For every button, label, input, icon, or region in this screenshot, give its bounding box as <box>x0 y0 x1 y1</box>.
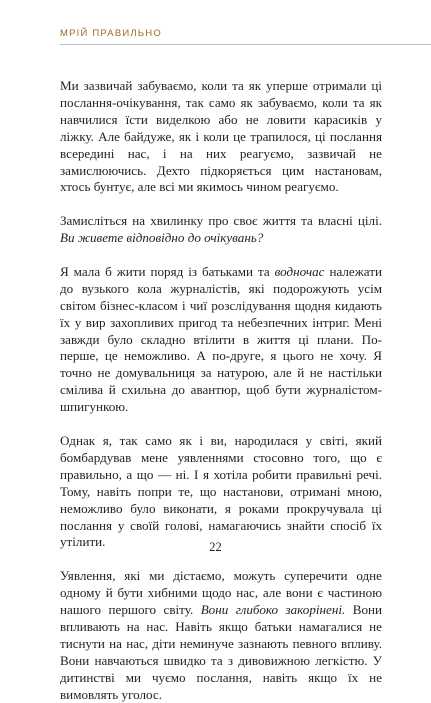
paragraph-3 <box>60 264 382 416</box>
page-number: 22 <box>209 540 222 554</box>
paragraph-4: Однак я, так само як і ви, народилася у світі, який бомбардував мене уявленнями стосовно того, що є правильно, а що — ні. І я хотіла робити правильні речі. Тому, навіть попри те, що настанови, отримані мною, неможливо було виконати, я роками прокручувала ці послання у своїй голові, намагаючись знайти спосіб їх утілити. <box>60 432 382 550</box>
running-head: МРІЙ ПРАВИЛЬНО <box>60 28 162 39</box>
paragraph-5-italic: Вони глибоко закорінені. <box>200 602 346 618</box>
header-rule <box>60 44 431 45</box>
paragraph-2 <box>60 213 382 247</box>
paragraph-2-italic: Ви живете відповідно до очікувань? <box>60 230 264 246</box>
paragraph-5 <box>60 568 382 703</box>
paragraph-2-text: Замисліться на хвилинку про своє життя та власні цілі. <box>60 213 382 229</box>
paragraph-3-text-end: належати до вузького кола журналістів, які подорожують усім світом бізнес-класом і чиї розслідування щодня кидають їх у вир захопливих пригод та небезпечних інтриг. Мені завжди було складно втілити в життя ці плани. По-перше, це неможливо. А по-друге, я цього не хочу. Я точно не домувальниця за натурою, але й не настільки смілива й схильна до авантюр, щоб бути журналістом-шпигункою. <box>60 263 382 415</box>
paragraph-5-text-end: Вони впливають на нас. Навіть якщо батьки намагалися не тиснути на нас, діти неминуче зазнають певного впливу. Вони навчаються швидко та з дивовижною легкістю. У дитинстві ми чуємо послання, навіть якщо їх не вимовлять уголос. <box>60 602 383 702</box>
body-text <box>60 78 382 703</box>
paragraph-3-italic: водночас <box>274 263 325 279</box>
paragraph-5-text: Уявлення, які ми дістаємо, можуть суперечити одне одному й бути хибними щодо нас, але вони є частиною нашого першого світу. <box>60 568 382 618</box>
paragraph-3-text: Я мала б жити поряд із батьками та <box>60 263 275 279</box>
paragraph-1: Ми зазвичай забуваємо, коли та як уперше отримали ці послання-очікування, так само як забуваємо, коли та як навчилися їсти виделкою або не ловити карасиків у ліжку. Але байдуже, як і коли це трапилося, ці послання всередині нас, і на них реагуємо, зазвичай не замислюючись. Дехто підкоряється цим настановам, хтось бунтує, але всі ми якимось чином реагуємо. <box>60 78 382 195</box>
